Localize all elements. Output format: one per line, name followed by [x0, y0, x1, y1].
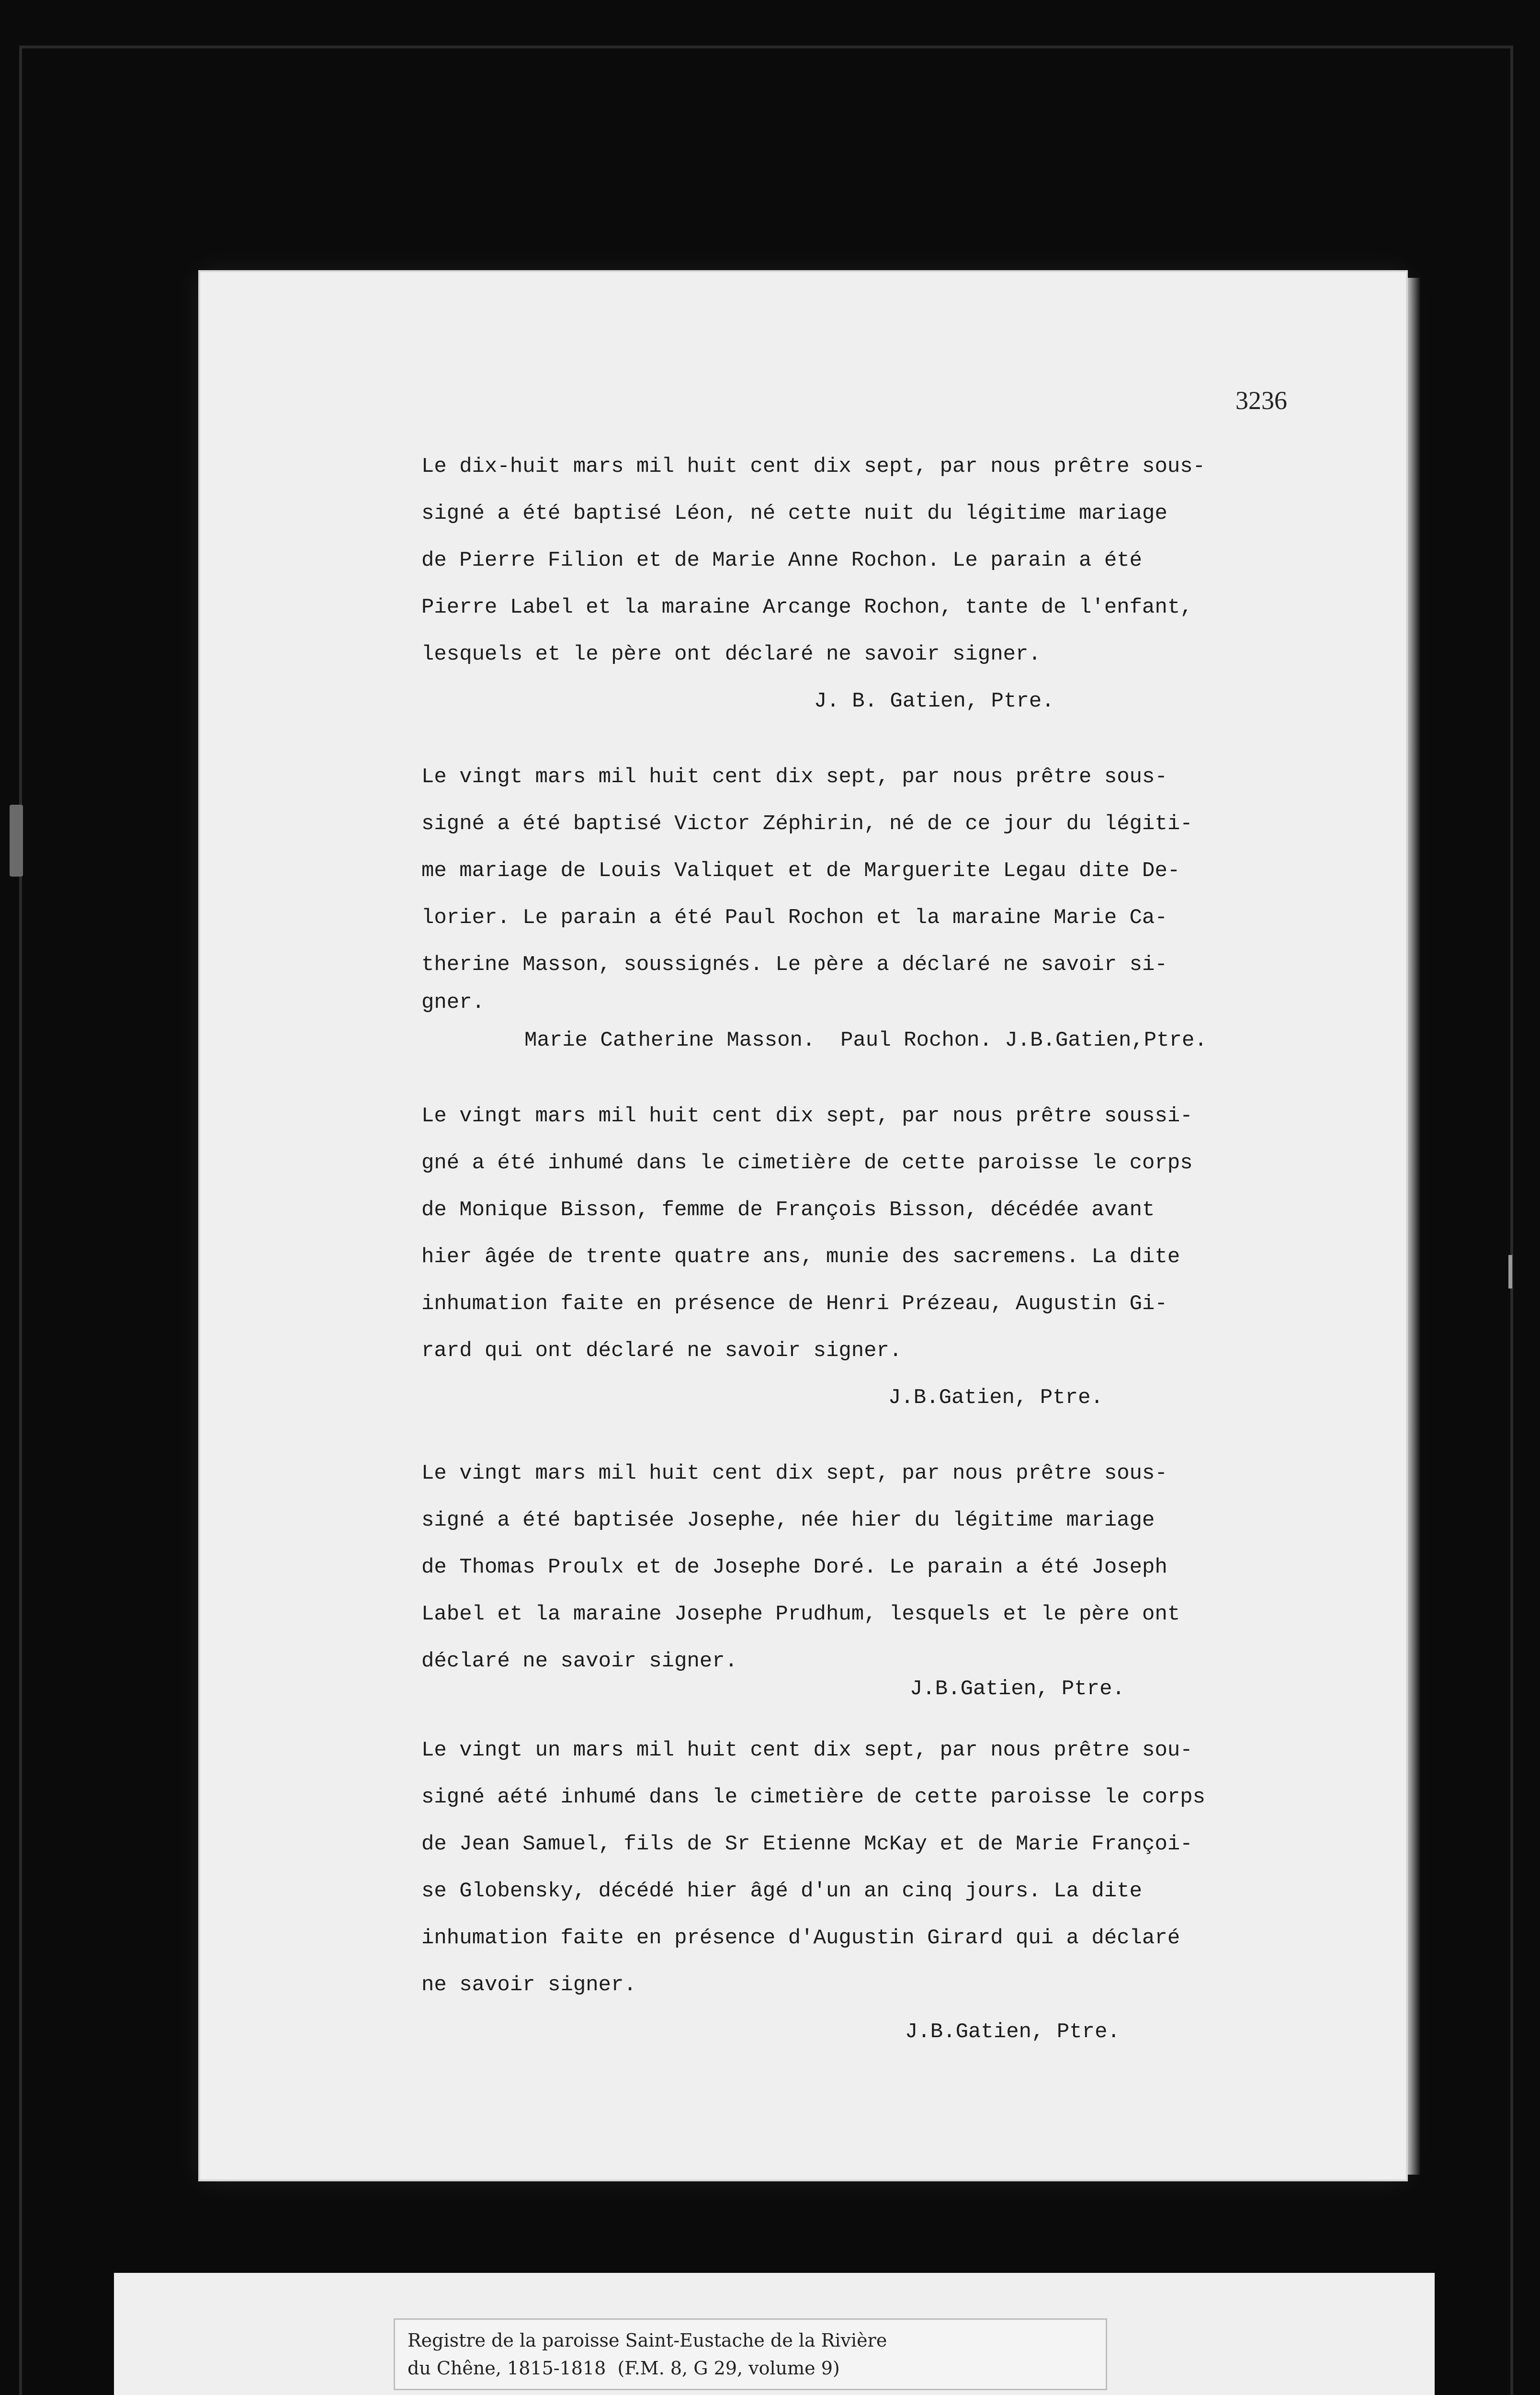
entry-line: gné a été inhumé dans le cimetière de cette paroisse le corps: [421, 1151, 1193, 1175]
entry-line: de Pierre Filion et de Marie Anne Rochon. Le parain a été: [421, 548, 1143, 572]
register-label: [394, 2318, 1107, 2390]
register-entry: [421, 1093, 1331, 1421]
entry-line: inhumation faite en présence d'Augustin Girard qui a déclaré: [421, 1926, 1180, 1950]
register-label-line: Registre de la paroisse Saint-Eustache de la Rivière: [408, 2330, 887, 2351]
entry-line: Le dix-huit mars mil huit cent dix sept, par nous prêtre sous-: [421, 455, 1206, 479]
entry-line: Le vingt mars mil huit cent dix sept, par nous prêtre sous-: [421, 765, 1167, 789]
entry-signature: J.B.Gatien, Ptre.: [905, 2020, 1120, 2044]
entry-line: ne savoir signer.: [421, 1973, 636, 1997]
entry-line: signé a été baptisé Léon, né cette nuit du légitime mariage: [421, 502, 1167, 525]
entry-line: lorier. Le parain a été Paul Rochon et la maraine Marie Ca-: [421, 906, 1167, 930]
register-entry: [421, 1727, 1331, 2055]
register-entry: [421, 443, 1331, 725]
entry-line: signé aété inhumé dans le cimetière de cette paroisse le corps: [421, 1785, 1206, 1809]
entry-signature: Marie Catherine Masson. Paul Rochon. J.B.Gatien,Ptre.: [524, 1028, 1207, 1052]
entry-line: gner.: [421, 991, 485, 1015]
entry-line: se Globensky, décédé hier âgé d'un an cinq jours. La dite: [421, 1879, 1143, 1903]
sheet-shadow: [1406, 278, 1420, 2175]
entry-line: therine Masson, soussignés. Le père a déclaré ne savoir si-: [421, 953, 1167, 977]
register-entries: [421, 443, 1331, 2055]
entry-line: Le vingt un mars mil huit cent dix sept, par nous prêtre sou-: [421, 1738, 1193, 1762]
entry-line: me mariage de Louis Valiquet et de Marguerite Legau dite De-: [421, 859, 1180, 883]
entry-line: Le vingt mars mil huit cent dix sept, par nous prêtre soussi-: [421, 1104, 1193, 1128]
register-entry: [421, 1450, 1331, 1712]
entry-line: lesquels et le père ont déclaré ne savoir signer.: [421, 642, 1041, 666]
film-edge-mark: [10, 805, 23, 877]
entry-signature: J. B. Gatien, Ptre.: [814, 689, 1054, 713]
entry-line: de Monique Bisson, femme de François Bisson, décédée avant: [421, 1198, 1155, 1222]
entry-line: inhumation faite en présence de Henri Prézeau, Augustin Gi-: [421, 1292, 1167, 1316]
entry-signature: J.B.Gatien, Ptre.: [910, 1677, 1125, 1701]
entry-signature: J.B.Gatien, Ptre.: [888, 1386, 1103, 1410]
entry-line: Label et la maraine Josephe Prudhum, lesquels et le père ont: [421, 1602, 1180, 1626]
entry-line: Pierre Label et la maraine Arcange Rochon, tante de l'enfant,: [421, 595, 1193, 619]
entry-line: déclaré ne savoir signer.: [421, 1649, 738, 1673]
film-edge-tick: [1508, 1255, 1512, 1289]
entry-line: hier âgée de trente quatre ans, munie des sacremens. La dite: [421, 1245, 1180, 1269]
entry-line: signé a été baptisée Josephe, née hier du légitime mariage: [421, 1508, 1155, 1532]
entry-line: rard qui ont déclaré ne savoir signer.: [421, 1339, 902, 1363]
register-entry: [421, 753, 1331, 1064]
entry-line: de Jean Samuel, fils de Sr Etienne McKay et de Marie Françoi-: [421, 1832, 1193, 1856]
entry-line: de Thomas Proulx et de Josephe Doré. Le parain a été Joseph: [421, 1555, 1167, 1579]
entry-line: Le vingt mars mil huit cent dix sept, par nous prêtre sous-: [421, 1461, 1167, 1485]
entry-line: signé a été baptisé Victor Zéphirin, né de ce jour du légiti-: [421, 812, 1193, 836]
register-label-line: du Chêne, 1815-1818 (F.M. 8, G 29, volume 9): [408, 2358, 840, 2379]
page-number: 3236: [1235, 386, 1287, 415]
